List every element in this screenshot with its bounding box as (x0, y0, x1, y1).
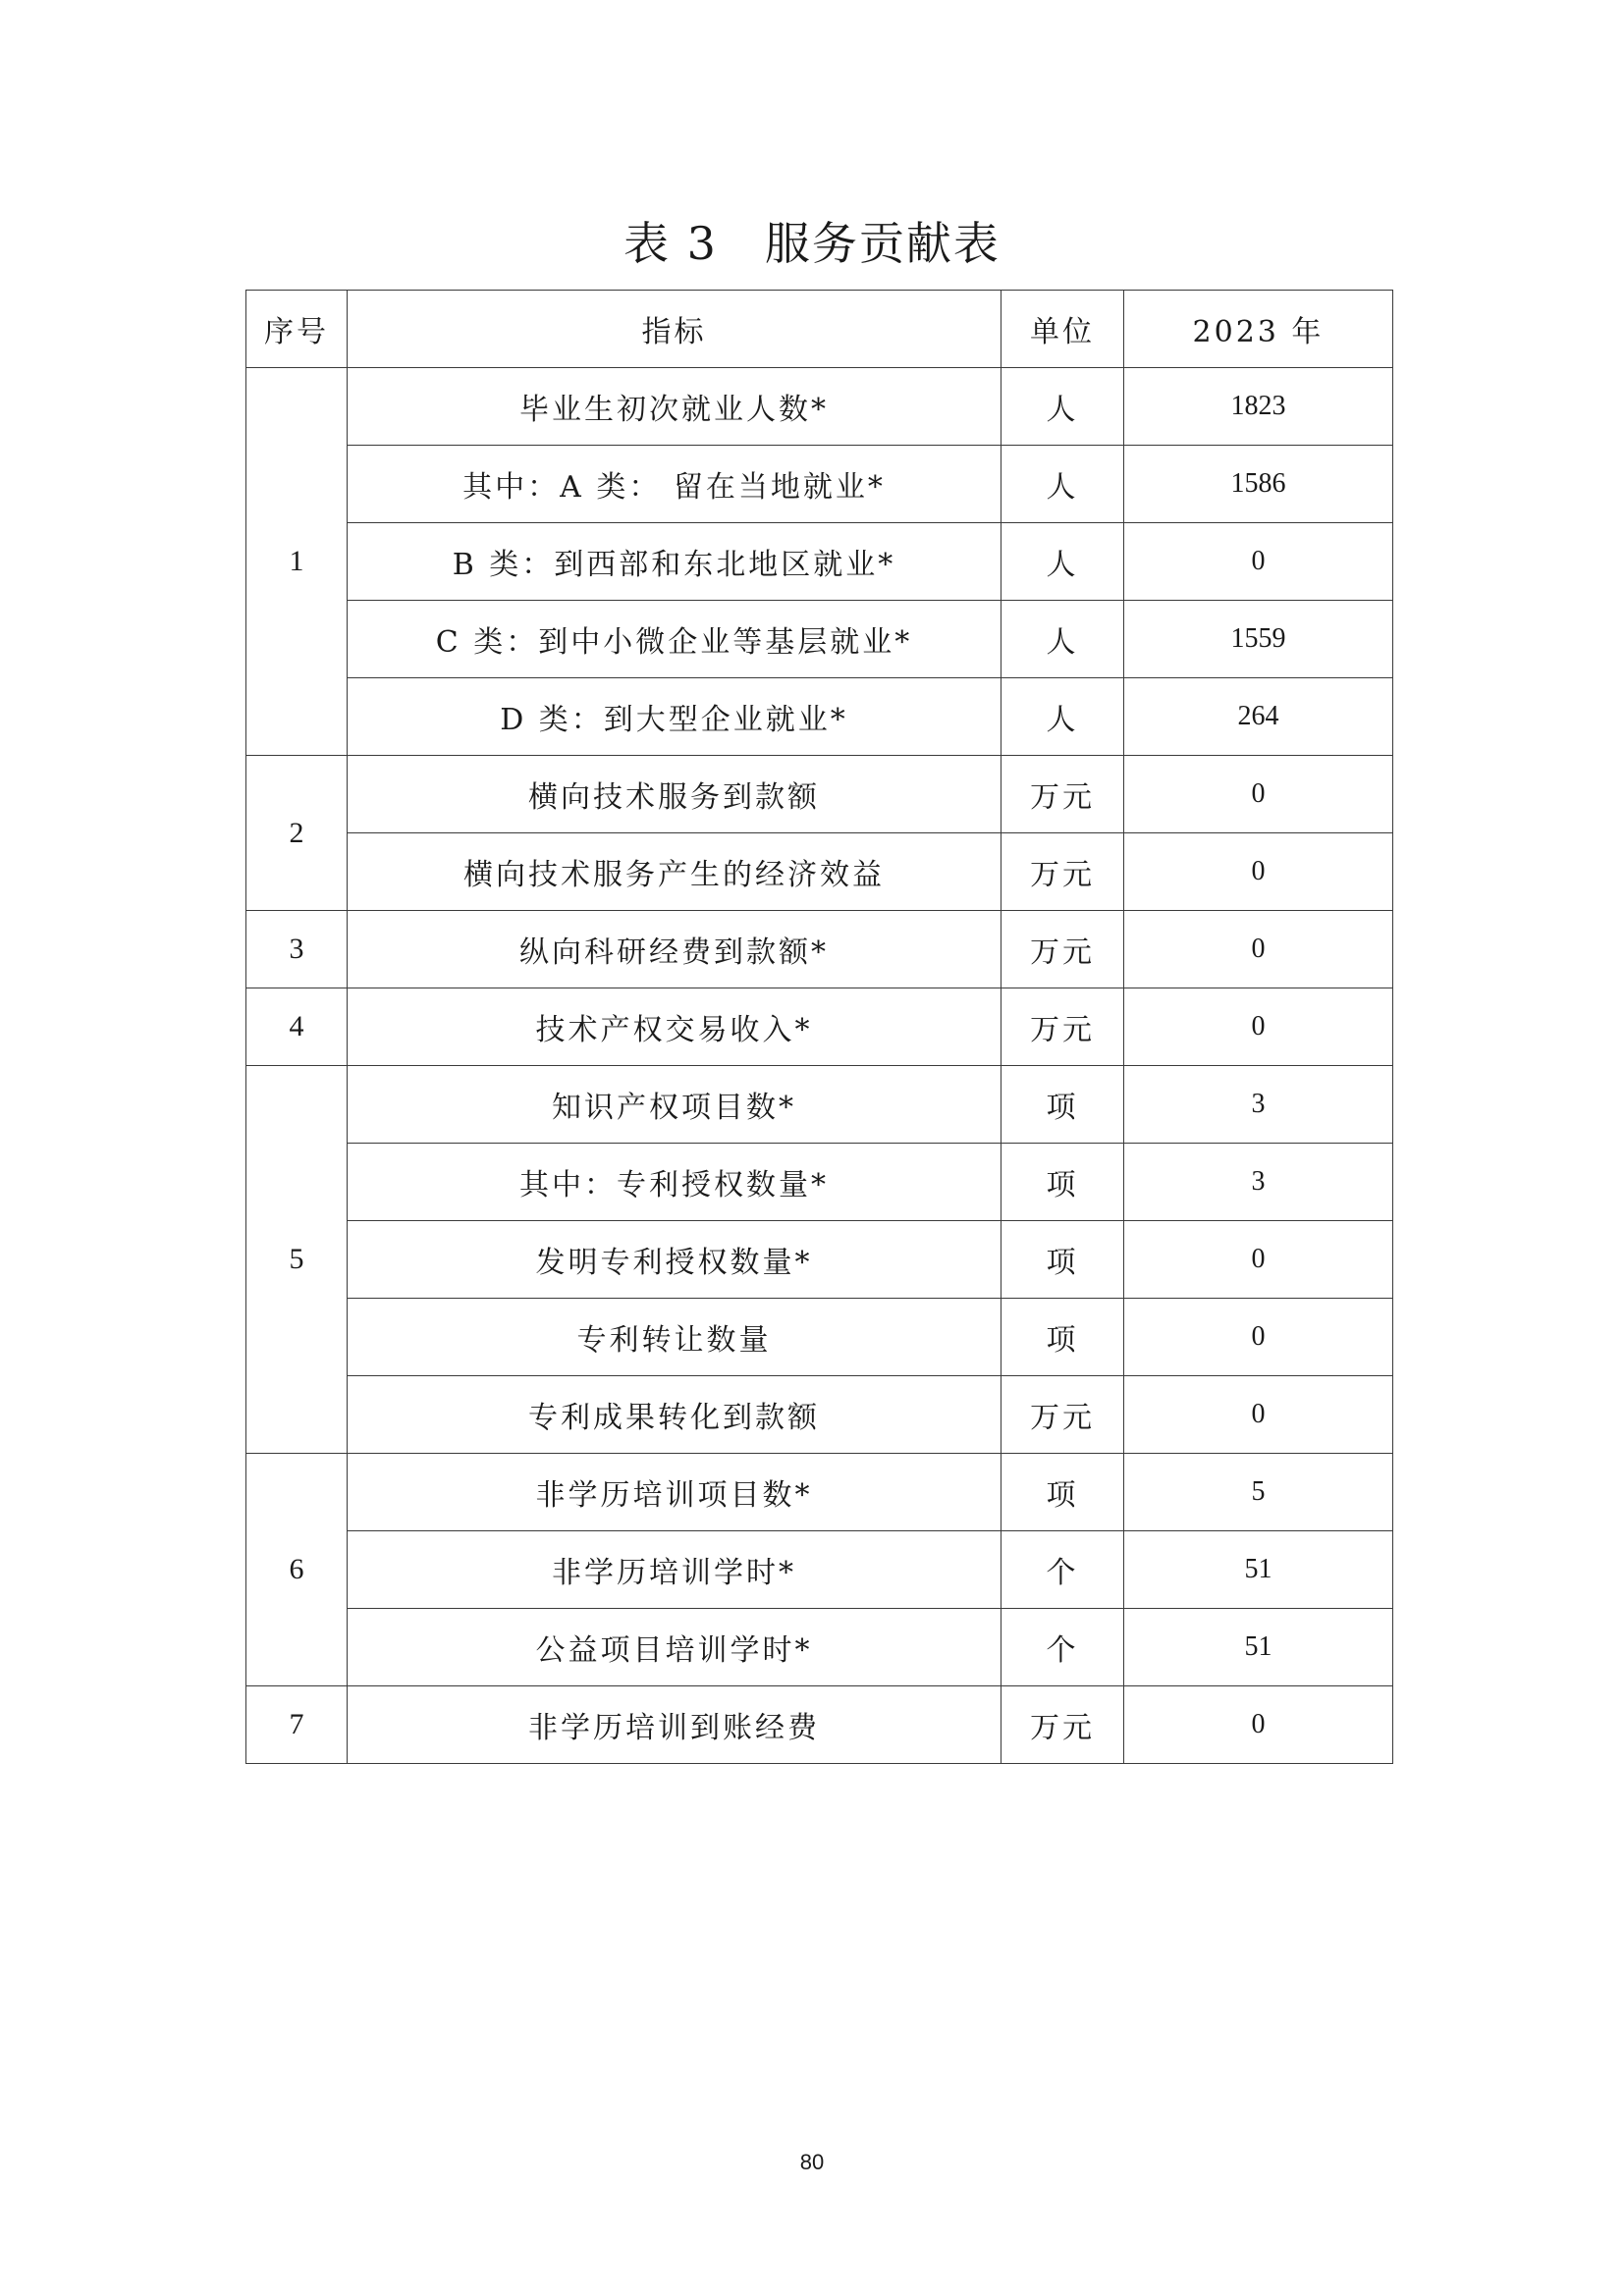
indicator-cell: 横向技术服务产生的经济效益 (348, 833, 1001, 911)
table-row (246, 1686, 1393, 1764)
indicator-cell: 专利成果转化到款额 (348, 1376, 1001, 1454)
seq-cell: 4 (246, 988, 348, 1066)
value-cell: 3 (1124, 1144, 1393, 1221)
value-cell: 0 (1124, 911, 1393, 988)
indicator-cell: 发明专利授权数量* (348, 1221, 1001, 1299)
table-row (246, 1531, 1393, 1609)
value-cell: 1559 (1124, 601, 1393, 678)
indicator-cell: 非学历培训项目数* (348, 1454, 1001, 1531)
table-row (246, 1221, 1393, 1299)
header-year: 2023 年 (1124, 291, 1393, 368)
indicator-cell: 公益项目培训学时* (348, 1609, 1001, 1686)
indicator-cell: 其中：A 类： 留在当地就业* (348, 446, 1001, 523)
table-row (246, 678, 1393, 756)
indicator-cell: 横向技术服务到款额 (348, 756, 1001, 833)
table-row (246, 1376, 1393, 1454)
value-cell: 0 (1124, 1299, 1393, 1376)
table-header-row (246, 291, 1393, 368)
table-row (246, 368, 1393, 446)
table-body (246, 368, 1393, 1764)
value-cell: 0 (1124, 1686, 1393, 1764)
value-cell: 0 (1124, 988, 1393, 1066)
indicator-cell: B 类：到西部和东北地区就业* (348, 523, 1001, 601)
unit-cell: 项 (1001, 1066, 1124, 1144)
value-cell: 3 (1124, 1066, 1393, 1144)
unit-cell: 项 (1001, 1221, 1124, 1299)
value-cell: 0 (1124, 1221, 1393, 1299)
value-cell: 0 (1124, 523, 1393, 601)
indicator-cell: 毕业生初次就业人数* (348, 368, 1001, 446)
seq-cell: 2 (246, 756, 348, 911)
seq-cell: 5 (246, 1066, 348, 1454)
table-row (246, 911, 1393, 988)
seq-cell: 7 (246, 1686, 348, 1764)
unit-cell: 万元 (1001, 756, 1124, 833)
unit-cell: 人 (1001, 523, 1124, 601)
value-cell: 0 (1124, 1376, 1393, 1454)
seq-cell: 1 (246, 368, 348, 756)
page-title: 表 3 服务贡献表 (623, 217, 1001, 270)
table-row (246, 988, 1393, 1066)
unit-cell: 人 (1001, 446, 1124, 523)
unit-cell: 项 (1001, 1144, 1124, 1221)
table-row (246, 523, 1393, 601)
value-cell: 1586 (1124, 446, 1393, 523)
page-number: 80 (799, 2150, 825, 2174)
table-row (246, 756, 1393, 833)
value-cell: 51 (1124, 1531, 1393, 1609)
indicator-cell: 专利转让数量 (348, 1299, 1001, 1376)
indicator-cell: 其中：专利授权数量* (348, 1144, 1001, 1221)
table-row (246, 446, 1393, 523)
unit-cell: 人 (1001, 368, 1124, 446)
unit-cell: 万元 (1001, 1686, 1124, 1764)
service-contribution-table (245, 290, 1393, 1764)
table-row (246, 1454, 1393, 1531)
seq-cell: 3 (246, 911, 348, 988)
value-cell: 0 (1124, 833, 1393, 911)
unit-cell: 万元 (1001, 988, 1124, 1066)
unit-cell: 个 (1001, 1531, 1124, 1609)
value-cell: 264 (1124, 678, 1393, 756)
indicator-cell: C 类：到中小微企业等基层就业* (348, 601, 1001, 678)
value-cell: 0 (1124, 756, 1393, 833)
unit-cell: 万元 (1001, 833, 1124, 911)
value-cell: 1823 (1124, 368, 1393, 446)
table-row (246, 1299, 1393, 1376)
header-seq: 序号 (246, 291, 348, 368)
unit-cell: 人 (1001, 678, 1124, 756)
table-row (246, 1066, 1393, 1144)
unit-cell: 项 (1001, 1454, 1124, 1531)
unit-cell: 万元 (1001, 1376, 1124, 1454)
header-unit: 单位 (1001, 291, 1124, 368)
value-cell: 51 (1124, 1609, 1393, 1686)
indicator-cell: D 类：到大型企业就业* (348, 678, 1001, 756)
indicator-cell: 知识产权项目数* (348, 1066, 1001, 1144)
header-indicator: 指标 (348, 291, 1001, 368)
unit-cell: 人 (1001, 601, 1124, 678)
table-row (246, 1144, 1393, 1221)
seq-cell: 6 (246, 1454, 348, 1686)
unit-cell: 万元 (1001, 911, 1124, 988)
indicator-cell: 非学历培训学时* (348, 1531, 1001, 1609)
indicator-cell: 非学历培训到账经费 (348, 1686, 1001, 1764)
indicator-cell: 技术产权交易收入* (348, 988, 1001, 1066)
unit-cell: 个 (1001, 1609, 1124, 1686)
table-row (246, 833, 1393, 911)
value-cell: 5 (1124, 1454, 1393, 1531)
table-row (246, 601, 1393, 678)
table-row (246, 1609, 1393, 1686)
unit-cell: 项 (1001, 1299, 1124, 1376)
indicator-cell: 纵向科研经费到款额* (348, 911, 1001, 988)
